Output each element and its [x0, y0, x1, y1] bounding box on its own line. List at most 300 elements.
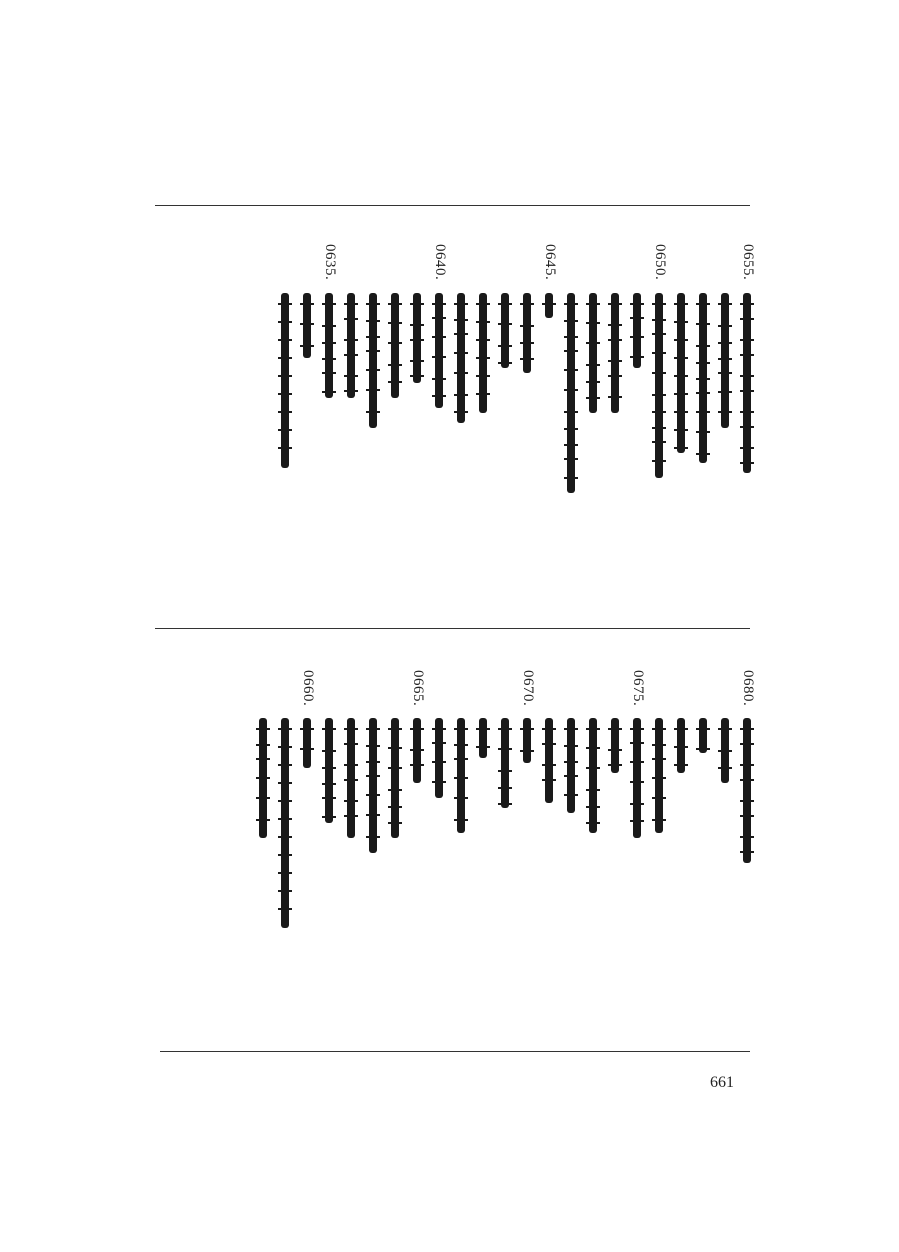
- lower-script-tick: [652, 777, 666, 779]
- upper-script-stroke: [325, 293, 333, 398]
- lower-script-stroke: [325, 718, 333, 823]
- upper-script-tick: [388, 364, 402, 366]
- upper-script-tick: [278, 447, 292, 449]
- lower-script-stroke: [589, 718, 597, 833]
- lower-script-tick: [586, 728, 600, 730]
- lower-script-tick: [454, 797, 468, 799]
- upper-script-tick: [586, 303, 600, 305]
- upper-script-tick: [300, 303, 314, 305]
- lower-verse-line: [452, 718, 472, 833]
- upper-verse-line: [628, 293, 648, 368]
- upper-script-tick: [432, 336, 446, 338]
- upper-script-tick: [696, 323, 710, 325]
- upper-line-number: 0640.: [432, 244, 448, 281]
- upper-script-tick: [696, 431, 710, 433]
- lower-script-tick: [388, 789, 402, 791]
- upper-script-tick: [608, 303, 622, 305]
- lower-script-tick: [278, 872, 292, 874]
- upper-script-tick: [652, 319, 666, 321]
- lower-line-number: 0680.: [740, 670, 756, 707]
- upper-verse-line: [474, 293, 494, 413]
- upper-script-tick: [630, 317, 644, 319]
- lower-verse-line: [694, 718, 714, 753]
- upper-script-tick: [564, 428, 578, 430]
- middle-rule: [155, 628, 750, 629]
- upper-script-stroke: [545, 293, 553, 318]
- lower-script-tick: [322, 797, 336, 799]
- upper-script-tick: [322, 325, 336, 327]
- lower-script-tick: [344, 815, 358, 817]
- lower-script-tick: [564, 775, 578, 777]
- lower-script-tick: [630, 781, 644, 783]
- upper-script-tick: [652, 441, 666, 443]
- lower-script-tick: [322, 767, 336, 769]
- upper-script-tick: [410, 360, 424, 362]
- upper-script-tick: [674, 357, 688, 359]
- upper-script-tick: [630, 303, 644, 305]
- upper-script-tick: [366, 320, 380, 322]
- upper-script-tick: [564, 303, 578, 305]
- upper-verse-line: [716, 293, 736, 428]
- upper-script-tick: [366, 303, 380, 305]
- upper-script-tick: [366, 411, 380, 413]
- upper-script-tick: [740, 390, 754, 392]
- lower-script-tick: [652, 797, 666, 799]
- lower-line-number: 0665.: [410, 670, 426, 707]
- upper-script-tick: [674, 411, 688, 413]
- upper-script-stroke: [435, 293, 443, 408]
- lower-script-stroke: [567, 718, 575, 813]
- bottom-rule: [160, 1051, 750, 1052]
- upper-script-tick: [322, 342, 336, 344]
- upper-script-stroke: [457, 293, 465, 423]
- upper-script-tick: [696, 303, 710, 305]
- upper-script-tick: [344, 303, 358, 305]
- lower-script-tick: [696, 748, 710, 750]
- lower-script-tick: [718, 767, 732, 769]
- lower-script-tick: [454, 728, 468, 730]
- upper-script-tick: [696, 345, 710, 347]
- upper-script-tick: [608, 375, 622, 377]
- lower-script-tick: [322, 750, 336, 752]
- upper-script-tick: [366, 350, 380, 352]
- upper-script-tick: [674, 321, 688, 323]
- upper-script-tick: [278, 339, 292, 341]
- upper-verse-line: [408, 293, 428, 383]
- upper-script-tick: [652, 372, 666, 374]
- upper-verse-line: [320, 293, 340, 398]
- upper-script-tick: [520, 303, 534, 305]
- upper-script-stroke: [743, 293, 751, 473]
- lower-script-tick: [410, 764, 424, 766]
- upper-script-tick: [674, 393, 688, 395]
- lower-script-tick: [520, 750, 534, 752]
- lower-script-stroke: [457, 718, 465, 833]
- lower-line-number: 0675.: [630, 670, 646, 707]
- lower-script-tick: [322, 816, 336, 818]
- lower-script-tick: [586, 806, 600, 808]
- lower-script-tick: [564, 728, 578, 730]
- lower-script-tick: [718, 750, 732, 752]
- upper-script-tick: [586, 342, 600, 344]
- upper-script-tick: [454, 333, 468, 335]
- lower-script-tick: [498, 787, 512, 789]
- upper-script-tick: [300, 323, 314, 325]
- upper-script-tick: [718, 303, 732, 305]
- upper-script-tick: [652, 394, 666, 396]
- upper-script-tick: [740, 303, 754, 305]
- lower-verse-line: [628, 718, 648, 838]
- upper-script-tick: [564, 336, 578, 338]
- upper-script-tick: [586, 397, 600, 399]
- upper-verse-line: [386, 293, 406, 398]
- upper-script-tick: [740, 318, 754, 320]
- upper-script-tick: [586, 322, 600, 324]
- upper-script-tick: [696, 362, 710, 364]
- upper-script-tick: [476, 339, 490, 341]
- lower-script-tick: [630, 803, 644, 805]
- upper-script-tick: [278, 411, 292, 413]
- upper-script-stroke: [479, 293, 487, 413]
- upper-script-tick: [432, 317, 446, 319]
- lower-script-tick: [564, 761, 578, 763]
- lower-script-tick: [630, 728, 644, 730]
- lower-script-tick: [498, 770, 512, 772]
- lower-verse-line: [364, 718, 384, 853]
- upper-script-tick: [674, 447, 688, 449]
- upper-script-tick: [564, 477, 578, 479]
- upper-script-tick: [564, 320, 578, 322]
- upper-script-tick: [454, 394, 468, 396]
- upper-line-number: 0635.: [322, 244, 338, 281]
- lower-verse-line: [650, 718, 670, 833]
- upper-script-tick: [410, 303, 424, 305]
- lower-script-tick: [454, 819, 468, 821]
- lower-script-tick: [608, 764, 622, 766]
- upper-script-tick: [388, 303, 402, 305]
- lower-script-tick: [256, 777, 270, 779]
- upper-script-tick: [366, 389, 380, 391]
- upper-script-stroke: [369, 293, 377, 428]
- upper-script-tick: [652, 460, 666, 462]
- lower-script-tick: [740, 851, 754, 853]
- upper-script-tick: [300, 345, 314, 347]
- lower-script-stroke: [743, 718, 751, 863]
- upper-script-tick: [278, 375, 292, 377]
- upper-script-tick: [740, 339, 754, 341]
- lower-script-tick: [432, 728, 446, 730]
- upper-script-tick: [564, 350, 578, 352]
- lower-script-tick: [630, 742, 644, 744]
- lower-line-number: 0670.: [520, 670, 536, 707]
- upper-script-stroke: [281, 293, 289, 468]
- lower-script-tick: [454, 777, 468, 779]
- lower-script-tick: [278, 908, 292, 910]
- lower-script-tick: [476, 746, 490, 748]
- upper-script-tick: [674, 303, 688, 305]
- lower-script-tick: [542, 764, 556, 766]
- upper-script-tick: [564, 458, 578, 460]
- upper-script-tick: [740, 426, 754, 428]
- lower-script-tick: [740, 743, 754, 745]
- upper-script-tick: [740, 411, 754, 413]
- lower-script-stroke: [347, 718, 355, 838]
- lower-script-tick: [366, 794, 380, 796]
- lower-script-tick: [278, 836, 292, 838]
- upper-script-tick: [520, 342, 534, 344]
- upper-script-tick: [740, 447, 754, 449]
- upper-script-tick: [498, 362, 512, 364]
- lower-script-tick: [278, 818, 292, 820]
- upper-verse-line: [584, 293, 604, 413]
- upper-script-tick: [718, 325, 732, 327]
- lower-verse-line: [584, 718, 604, 833]
- upper-script-tick: [674, 375, 688, 377]
- lower-script-stroke: [523, 718, 531, 763]
- lower-script-tick: [498, 803, 512, 805]
- upper-script-tick: [586, 364, 600, 366]
- lower-verse-line: [518, 718, 538, 763]
- lower-script-stroke: [479, 718, 487, 758]
- upper-script-tick: [652, 303, 666, 305]
- upper-verse-line: [276, 293, 296, 468]
- lower-script-tick: [564, 745, 578, 747]
- upper-script-tick: [322, 303, 336, 305]
- upper-script-tick: [718, 342, 732, 344]
- lower-verse-line: [430, 718, 450, 798]
- lower-verse-line: [298, 718, 318, 768]
- lower-script-stroke: [655, 718, 663, 833]
- upper-script-stroke: [413, 293, 421, 383]
- upper-line-number: 0645.: [542, 244, 558, 281]
- lower-script-tick: [344, 743, 358, 745]
- lower-script-tick: [432, 742, 446, 744]
- lower-script-tick: [256, 819, 270, 821]
- upper-script-tick: [278, 429, 292, 431]
- lower-script-tick: [608, 728, 622, 730]
- lower-script-tick: [410, 749, 424, 751]
- lower-verse-line: [496, 718, 516, 808]
- upper-script-tick: [652, 352, 666, 354]
- lower-script-tick: [740, 836, 754, 838]
- upper-script-stroke: [567, 293, 575, 493]
- upper-script-tick: [432, 356, 446, 358]
- lower-script-stroke: [391, 718, 399, 838]
- upper-verse-line: [672, 293, 692, 453]
- lower-script-tick: [322, 728, 336, 730]
- lower-script-tick: [586, 747, 600, 749]
- upper-script-tick: [498, 345, 512, 347]
- lower-script-tick: [740, 815, 754, 817]
- lower-script-tick: [256, 728, 270, 730]
- upper-verse-line: [738, 293, 758, 473]
- lower-script-tick: [278, 728, 292, 730]
- upper-script-tick: [696, 392, 710, 394]
- upper-script-tick: [542, 303, 556, 305]
- lower-script-tick: [608, 749, 622, 751]
- lower-script-tick: [718, 728, 732, 730]
- upper-script-tick: [630, 356, 644, 358]
- lower-verse-line: [540, 718, 560, 803]
- lower-script-tick: [674, 764, 688, 766]
- lower-script-stroke: [545, 718, 553, 803]
- upper-script-tick: [344, 339, 358, 341]
- lower-script-tick: [652, 819, 666, 821]
- upper-script-tick: [718, 411, 732, 413]
- lower-script-tick: [432, 761, 446, 763]
- upper-script-tick: [454, 352, 468, 354]
- upper-script-tick: [388, 322, 402, 324]
- lower-script-tick: [344, 800, 358, 802]
- lower-script-tick: [696, 728, 710, 730]
- lower-script-tick: [520, 728, 534, 730]
- lower-verse-line: [342, 718, 362, 838]
- lower-verse-line: [276, 718, 296, 928]
- upper-script-tick: [564, 411, 578, 413]
- lower-verse-line: [716, 718, 736, 783]
- upper-script-tick: [454, 319, 468, 321]
- lower-script-stroke: [435, 718, 443, 798]
- upper-script-tick: [278, 303, 292, 305]
- lower-script-tick: [366, 775, 380, 777]
- lower-script-tick: [300, 748, 314, 750]
- lower-script-tick: [388, 806, 402, 808]
- lower-script-tick: [366, 728, 380, 730]
- lower-verse-line: [738, 718, 758, 863]
- upper-script-tick: [476, 393, 490, 395]
- upper-script-tick: [454, 411, 468, 413]
- upper-verse-line: [694, 293, 714, 463]
- lower-verse-line: [562, 718, 582, 813]
- upper-script-tick: [432, 395, 446, 397]
- lower-script-tick: [630, 761, 644, 763]
- lower-script-tick: [586, 789, 600, 791]
- upper-script-tick: [564, 369, 578, 371]
- upper-script-tick: [388, 342, 402, 344]
- upper-verse-line: [342, 293, 362, 398]
- lower-script-stroke: [369, 718, 377, 853]
- upper-verse-line: [562, 293, 582, 493]
- upper-script-tick: [410, 375, 424, 377]
- upper-script-stroke: [589, 293, 597, 413]
- lower-script-tick: [542, 779, 556, 781]
- lower-script-tick: [410, 728, 424, 730]
- lower-script-tick: [278, 800, 292, 802]
- upper-script-stroke: [347, 293, 355, 398]
- lower-script-tick: [542, 743, 556, 745]
- upper-verse-line: [430, 293, 450, 408]
- upper-verse-line: [298, 293, 318, 358]
- lower-script-tick: [454, 758, 468, 760]
- lower-script-tick: [322, 783, 336, 785]
- upper-script-tick: [410, 339, 424, 341]
- lower-script-tick: [278, 764, 292, 766]
- upper-script-tick: [476, 375, 490, 377]
- lower-script-tick: [344, 728, 358, 730]
- lower-script-tick: [278, 782, 292, 784]
- lower-verse-line: [254, 718, 274, 838]
- lower-verse-line: [320, 718, 340, 823]
- upper-script-tick: [718, 391, 732, 393]
- upper-script-tick: [652, 411, 666, 413]
- upper-script-tick: [344, 318, 358, 320]
- page-number: 661: [710, 1074, 734, 1091]
- upper-script-tick: [432, 378, 446, 380]
- lower-line-number: 0660.: [300, 670, 316, 707]
- upper-verse-line: [518, 293, 538, 373]
- upper-script-tick: [432, 303, 446, 305]
- upper-script-tick: [520, 325, 534, 327]
- upper-script-tick: [344, 375, 358, 377]
- lower-script-tick: [300, 728, 314, 730]
- lower-verse-line: [408, 718, 428, 783]
- upper-script-tick: [630, 336, 644, 338]
- lower-verse-line: [474, 718, 494, 758]
- lower-script-tick: [586, 767, 600, 769]
- lower-verse-line: [386, 718, 406, 838]
- lower-script-tick: [278, 890, 292, 892]
- upper-script-tick: [476, 303, 490, 305]
- upper-line-number: 0655.: [740, 244, 756, 281]
- lower-verse-line: [672, 718, 692, 773]
- lower-script-tick: [256, 758, 270, 760]
- upper-script-tick: [608, 360, 622, 362]
- lower-script-tick: [564, 794, 578, 796]
- upper-script-tick: [652, 427, 666, 429]
- upper-script-tick: [366, 369, 380, 371]
- upper-script-tick: [278, 393, 292, 395]
- upper-script-tick: [696, 411, 710, 413]
- lower-script-tick: [542, 728, 556, 730]
- upper-script-tick: [344, 354, 358, 356]
- upper-script-tick: [322, 391, 336, 393]
- upper-script-tick: [366, 336, 380, 338]
- upper-script-tick: [740, 375, 754, 377]
- lower-script-tick: [652, 758, 666, 760]
- upper-script-tick: [608, 339, 622, 341]
- lower-script-tick: [652, 744, 666, 746]
- upper-verse-line: [606, 293, 626, 413]
- upper-verse-line: [496, 293, 516, 368]
- upper-script-tick: [454, 372, 468, 374]
- lower-script-tick: [740, 728, 754, 730]
- upper-verse-line: [650, 293, 670, 478]
- lower-script-tick: [388, 747, 402, 749]
- upper-script-tick: [278, 357, 292, 359]
- top-rule: [155, 205, 750, 206]
- upper-script-tick: [322, 372, 336, 374]
- upper-script-tick: [454, 303, 468, 305]
- lower-script-tick: [256, 744, 270, 746]
- lower-script-tick: [388, 767, 402, 769]
- lower-script-tick: [740, 800, 754, 802]
- upper-script-tick: [564, 389, 578, 391]
- upper-script-tick: [696, 453, 710, 455]
- lower-script-stroke: [303, 718, 311, 768]
- lower-script-tick: [366, 814, 380, 816]
- lower-verse-line: [606, 718, 626, 773]
- lower-script-tick: [498, 748, 512, 750]
- upper-line-number: 0650.: [652, 244, 668, 281]
- upper-script-tick: [608, 324, 622, 326]
- lower-script-tick: [344, 779, 358, 781]
- upper-script-tick: [476, 321, 490, 323]
- lower-script-tick: [674, 746, 688, 748]
- upper-verse-line: [452, 293, 472, 423]
- lower-script-tick: [278, 746, 292, 748]
- lower-script-stroke: [281, 718, 289, 928]
- lower-script-stroke: [501, 718, 509, 808]
